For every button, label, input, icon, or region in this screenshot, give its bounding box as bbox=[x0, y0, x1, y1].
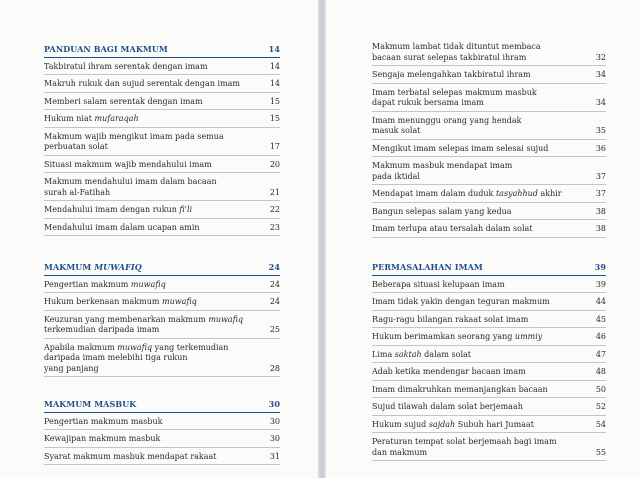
page-number: 24 bbox=[269, 297, 280, 306]
entry-title bbox=[372, 189, 572, 200]
page-number: 44 bbox=[595, 297, 606, 306]
page-number: 36 bbox=[595, 143, 606, 153]
entry-divider bbox=[44, 447, 280, 448]
page-number: 30 bbox=[269, 416, 280, 426]
entry-title bbox=[44, 79, 244, 90]
section-title bbox=[372, 262, 572, 273]
page-number: 38 bbox=[595, 224, 606, 233]
entry-line: Imam terbatal selepas makmum masbuk bbox=[372, 87, 537, 97]
entry-divider bbox=[44, 200, 280, 201]
entry-divider bbox=[372, 310, 606, 311]
entry-divider bbox=[44, 172, 280, 173]
entry-divider bbox=[372, 111, 606, 112]
entry-title bbox=[44, 177, 244, 198]
section-title bbox=[44, 399, 244, 410]
section-title bbox=[44, 44, 244, 55]
entry-line: Mendahului imam dalam ucapan amin bbox=[44, 222, 200, 232]
entry-line: Memberi salam serentak dengan imam bbox=[44, 96, 203, 106]
page-number: 35 bbox=[595, 126, 606, 135]
entry-line: Hukum berkenaan makmum muwafiq bbox=[44, 297, 197, 306]
entry-divider bbox=[44, 310, 280, 311]
entry-line: Mendapat imam dalam duduk tasyahhud akhir bbox=[372, 189, 562, 198]
entry-line: perbuatan solat bbox=[44, 142, 108, 151]
entry-divider bbox=[44, 155, 280, 156]
entry-divider bbox=[372, 65, 606, 66]
page-number: 22 bbox=[269, 205, 280, 214]
entry-line: Imam dimakruhkan memanjangkan bacaan bbox=[372, 384, 548, 394]
entry-line: Pengertian makmum masbuk bbox=[44, 416, 163, 426]
entry-divider bbox=[44, 74, 280, 75]
page-number: 28 bbox=[269, 363, 280, 373]
entry-title bbox=[44, 297, 244, 308]
entry-line: Imam terlupa atau tersalah dalam solat bbox=[372, 224, 533, 233]
entry-line: Makmum wajib mengikut imam pada semua bbox=[44, 131, 224, 141]
entry-line: Takbiratul ihram serentak dengan imam bbox=[44, 61, 208, 71]
page-number: 15 bbox=[269, 96, 280, 106]
entry-divider bbox=[44, 429, 280, 430]
entry-title bbox=[372, 70, 572, 81]
entry-divider bbox=[44, 464, 280, 465]
entry-line: terkemudian daripada imam bbox=[44, 325, 160, 334]
page-number: 20 bbox=[269, 159, 280, 169]
page-number: 46 bbox=[595, 332, 606, 341]
entry-line: Beberapa situasi kelupaan imam bbox=[372, 279, 505, 289]
entry-title bbox=[44, 205, 244, 216]
page-number: 14 bbox=[269, 79, 280, 88]
entry-line: yang panjang bbox=[44, 363, 99, 373]
entry-title bbox=[44, 315, 244, 336]
page-number: 21 bbox=[269, 187, 280, 197]
entry-divider bbox=[44, 109, 280, 110]
entry-divider bbox=[372, 237, 606, 238]
page-number: 47 bbox=[595, 349, 606, 359]
page-number: 34 bbox=[595, 70, 606, 79]
entry-divider bbox=[372, 184, 606, 185]
page-number: 32 bbox=[595, 52, 606, 62]
page-number: 48 bbox=[595, 367, 606, 376]
entry-line: Imam tidak yakin dengan teguran makmum bbox=[372, 297, 550, 306]
entry-line: bacaan surat selepas takbiratul ihram bbox=[372, 52, 527, 62]
entry-divider bbox=[372, 415, 606, 416]
entry-title bbox=[372, 350, 572, 361]
entry-line: MAKMUM MASBUK bbox=[44, 399, 137, 409]
entry-title bbox=[372, 402, 572, 413]
entry-divider bbox=[372, 327, 606, 328]
entry-line: Hukum niat mufaraqah bbox=[44, 114, 139, 123]
entry-line: Hukum sujud sajdah Subuh hari Jumaat bbox=[372, 419, 534, 429]
entry-title bbox=[372, 280, 572, 291]
entry-title bbox=[372, 297, 572, 308]
page-number: 25 bbox=[269, 325, 280, 334]
entry-title bbox=[372, 88, 572, 109]
entry-title bbox=[44, 97, 244, 108]
entry-divider bbox=[44, 127, 280, 128]
section-title bbox=[44, 262, 244, 273]
entry-line: Ragu-ragu bilangan rakaat solat imam bbox=[372, 314, 529, 324]
page-number: 38 bbox=[595, 206, 606, 216]
entry-divider bbox=[372, 202, 606, 203]
page-number: 39 bbox=[594, 262, 606, 272]
entry-line: Makmum mendahului imam dalam bacaan bbox=[44, 177, 217, 186]
entry-divider bbox=[44, 92, 280, 93]
entry-divider bbox=[372, 156, 606, 157]
right-page bbox=[326, 0, 640, 478]
entry-divider bbox=[372, 362, 606, 363]
entry-title bbox=[44, 160, 244, 171]
entry-line: Sengaja melengahkan takbiratul ihram bbox=[372, 70, 531, 79]
entry-line: Syarat makmum masbuk mendapat rakaat bbox=[44, 451, 217, 461]
section-divider bbox=[44, 57, 280, 58]
entry-line: Sujud tilawah dalam solat berjemaah bbox=[372, 402, 523, 411]
entry-line: Mengikut imam selepas imam selesai sujud bbox=[372, 143, 549, 153]
page-number: 52 bbox=[595, 402, 606, 411]
entry-line: MAKMUM MUWAFIQ bbox=[44, 262, 142, 272]
entry-line: Makmum lambat tidak dituntut membaca bbox=[372, 42, 541, 51]
page-number: 14 bbox=[268, 44, 280, 54]
section-divider bbox=[44, 412, 280, 413]
entry-divider bbox=[372, 380, 606, 381]
page-number: 23 bbox=[269, 222, 280, 232]
page-number: 39 bbox=[595, 279, 606, 289]
entry-title bbox=[372, 385, 572, 396]
entry-divider bbox=[372, 460, 606, 461]
entry-line: Situasi makmum wajib mendahului imam bbox=[44, 159, 212, 169]
page-number: 14 bbox=[269, 61, 280, 71]
entry-divider bbox=[372, 219, 606, 220]
entry-title bbox=[372, 367, 572, 378]
entry-divider bbox=[372, 83, 606, 84]
entry-line: Lima saktah dalam solat bbox=[372, 349, 471, 359]
entry-title bbox=[44, 452, 244, 463]
entry-title bbox=[372, 332, 572, 343]
entry-title bbox=[44, 343, 244, 375]
entry-line: Hukum berimamkan seorang yang ummiy bbox=[372, 332, 543, 341]
entry-line: dapat rukuk bersama imam bbox=[372, 98, 484, 107]
entry-divider bbox=[44, 235, 280, 236]
entry-line: Makruh rukuk dan sujud serentak dengan imam bbox=[44, 79, 241, 88]
page-number: 30 bbox=[268, 399, 280, 409]
page-number: 24 bbox=[268, 262, 280, 272]
entry-line: Imam menunggu orang yang hendak bbox=[372, 115, 522, 125]
left-page bbox=[0, 0, 318, 478]
entry-title bbox=[372, 437, 572, 458]
entry-divider bbox=[372, 292, 606, 293]
section-divider bbox=[44, 275, 280, 276]
entry-divider bbox=[44, 292, 280, 293]
entry-title bbox=[372, 420, 572, 431]
entry-divider bbox=[372, 139, 606, 140]
page-number: 24 bbox=[269, 279, 280, 289]
entry-line: Keuzuran yang membenarkan makmum muwafiq bbox=[44, 314, 244, 324]
entry-title bbox=[44, 417, 244, 428]
entry-title bbox=[372, 207, 572, 218]
page-number: 31 bbox=[269, 451, 280, 461]
section-divider bbox=[372, 275, 606, 276]
entry-title bbox=[372, 42, 572, 63]
entry-line: daripada imam melebihi tiga rukun bbox=[44, 353, 188, 362]
entry-title bbox=[44, 434, 244, 445]
page-number: 37 bbox=[595, 189, 606, 198]
entry-line: masuk solat bbox=[372, 126, 421, 135]
entry-title bbox=[372, 224, 572, 235]
entry-title bbox=[44, 132, 244, 153]
entry-line: surah al-Fatihah bbox=[44, 187, 111, 197]
page-number: 34 bbox=[595, 98, 606, 107]
entry-divider bbox=[44, 218, 280, 219]
entry-line: Mendahului imam dengan rukun fi'li bbox=[44, 205, 193, 214]
entry-line: PERMASALAHAN IMAM bbox=[372, 262, 483, 272]
entry-line: Kewajipan makmum masbuk bbox=[44, 434, 161, 443]
page-number: 45 bbox=[595, 314, 606, 324]
entry-title bbox=[44, 114, 244, 125]
entry-divider bbox=[44, 376, 280, 377]
entry-divider bbox=[372, 432, 606, 433]
entry-title bbox=[372, 315, 572, 326]
entry-title bbox=[372, 116, 572, 137]
entry-title bbox=[372, 161, 572, 182]
entry-line: Pengertian makmum muwafiq bbox=[44, 279, 166, 289]
entry-title bbox=[44, 280, 244, 291]
entry-line: Peraturan tempat solat berjemaah bagi imam bbox=[372, 437, 557, 446]
page-number: 55 bbox=[595, 447, 606, 457]
entry-line: Bangun selepas salam yang kedua bbox=[372, 206, 512, 216]
page-number: 15 bbox=[269, 114, 280, 123]
entry-title bbox=[44, 62, 244, 73]
book-gutter bbox=[318, 0, 326, 478]
page-number: 17 bbox=[269, 142, 280, 151]
entry-line: Apabila makmum muwafiq yang terkemudian bbox=[44, 342, 229, 352]
entry-divider bbox=[44, 338, 280, 339]
entry-line: dan makmum bbox=[372, 447, 428, 457]
entry-divider bbox=[372, 345, 606, 346]
entry-line: pada iktidal bbox=[372, 171, 420, 181]
entry-title bbox=[372, 144, 572, 155]
page-number: 30 bbox=[269, 434, 280, 443]
page-number: 50 bbox=[595, 384, 606, 394]
entry-line: Makmum masbuk mendapat imam bbox=[372, 161, 513, 170]
entry-divider bbox=[372, 397, 606, 398]
page-number: 37 bbox=[595, 171, 606, 181]
entry-line: Adab ketika mendengar bacaan imam bbox=[372, 367, 526, 376]
entry-title bbox=[44, 223, 244, 234]
page-number: 54 bbox=[595, 419, 606, 429]
entry-line: PANDUAN BAGI MAKMUM bbox=[44, 44, 168, 54]
